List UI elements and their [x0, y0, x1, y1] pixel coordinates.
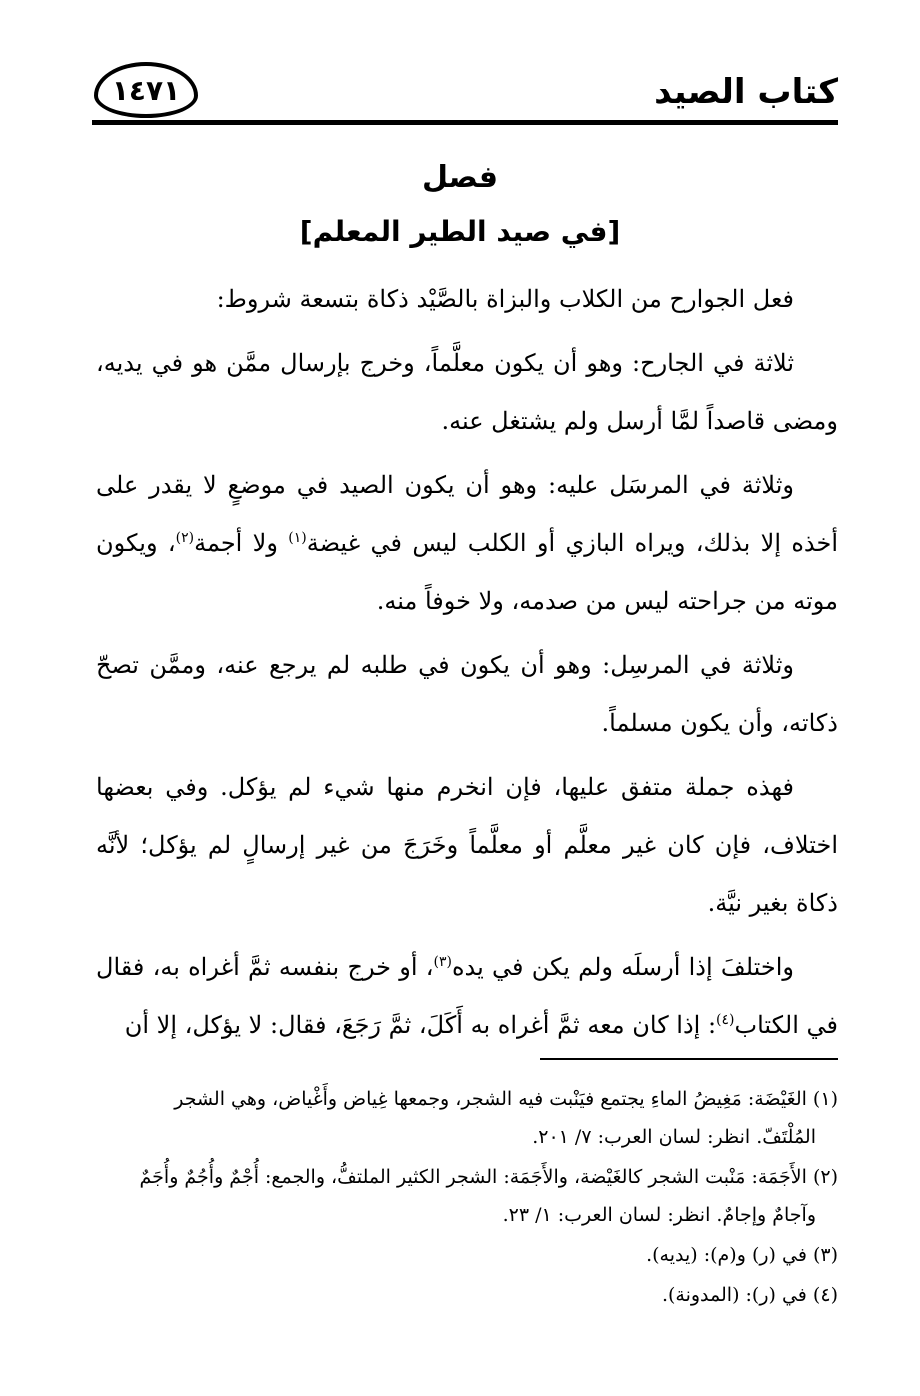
- book-title: كتاب الصيد: [654, 72, 838, 112]
- footnote-line: وآجامٌ وإجامٌ. انظر: لسان العرب: ١/ ٢٣.: [502, 1204, 816, 1226]
- section-heading: فصل: [422, 160, 498, 195]
- paragraph: [96, 938, 838, 1054]
- paragraph-text: وثلاثة في المرسَل عليه: وهو أن يكون الصيد في موضعٍ لا يقدر على أخذه إلا بذلك، ويراه البازي أو الكلب ليس في غيضة: [96, 471, 839, 557]
- paragraph-text: ولا أجمة: [194, 529, 289, 557]
- footnote: [96, 1276, 838, 1314]
- paragraph: [96, 456, 838, 630]
- footnote-line: (٢) الأَجَمَة: مَنْبت الشجر كالغَيْضة، والأَجَمَة: الشجر الكثير الملتفُّ، والجمع: أُجْمٌ وأُجُمٌ وأُجَمٌ: [139, 1166, 838, 1188]
- paragraph-text: : إذا كان معه ثمَّ أغراه به أَكَلَ، ثمَّ رَجَعَ، فقال: لا يؤكل، إلا أن: [124, 1011, 717, 1039]
- footnote-line: المُلْتَفّ. انظر: لسان العرب: ٧/ ٢٠١.: [532, 1126, 816, 1148]
- paragraph-text: ، ويكون موته من جراحته ليس من صدمه، ولا خوفاً منه.: [96, 529, 838, 615]
- running-header: [92, 58, 838, 130]
- footnote-marker: (٣): [433, 954, 452, 970]
- paragraph: ثلاثة في الجارح: وهو أن يكون معلَّماً، وخرج بإرسال ممَّن هو في يديه، ومضى قاصداً لمَّا أرسل ولم يشتغل عنه.: [96, 349, 838, 435]
- paragraph: وثلاثة في المرسِل: وهو أن يكون في طلبه لم يرجع عنه، وممَّن تصحّ ذكاته، وأن يكون مسلماً.: [96, 651, 838, 737]
- footnote-marker: (١): [288, 530, 307, 546]
- footnote-line: (٣) في (ر) و(م): (يديه).: [646, 1244, 838, 1266]
- section-subheading: [في صيد الطير المعلم]: [299, 215, 621, 248]
- footnote-line: (٤) في (ر): (المدونة).: [661, 1284, 838, 1306]
- footnote: [96, 1080, 838, 1156]
- footnote-separator: [540, 1058, 838, 1060]
- page-number-badge: [94, 62, 198, 118]
- footnote-marker: (٤): [716, 1012, 735, 1028]
- footnote: [96, 1236, 838, 1274]
- header-rule: [92, 120, 838, 125]
- footnote-marker: (٢): [175, 530, 195, 546]
- footnote: [96, 1158, 838, 1234]
- paragraph-text: ، أو خرج بنفسه ثمَّ أغراه به، فقال في الكتاب: [96, 953, 838, 1039]
- body-text: [96, 270, 838, 1060]
- footnote-line: (١) الغَيْضَة: مَغِيضُ الماءِ يجتمع فيَنْبت فيه الشجر، وجمعها غِياض وأَغْياض، وهي الشجر: [174, 1088, 838, 1110]
- footnotes: [96, 1080, 838, 1316]
- page-number: ١٤٧١: [111, 73, 181, 107]
- paragraph-text: واختلفَ إذا أرسلَه ولم يكن في يده: [451, 953, 794, 981]
- paragraph: فعل الجوارح من الكلاب والبزاة بالصَّيْد ذكاة بتسعة شروط:: [216, 285, 794, 313]
- paragraph: فهذه جملة متفق عليها، فإن انخرم منها شيء لم يؤكل. وفي بعضها اختلاف، فإن كان غير معلَّم أو معلَّماً وخَرَجَ من غير إرسالٍ لم يؤكل؛ لأنَّه ذكاة بغير نيَّة.: [96, 773, 838, 917]
